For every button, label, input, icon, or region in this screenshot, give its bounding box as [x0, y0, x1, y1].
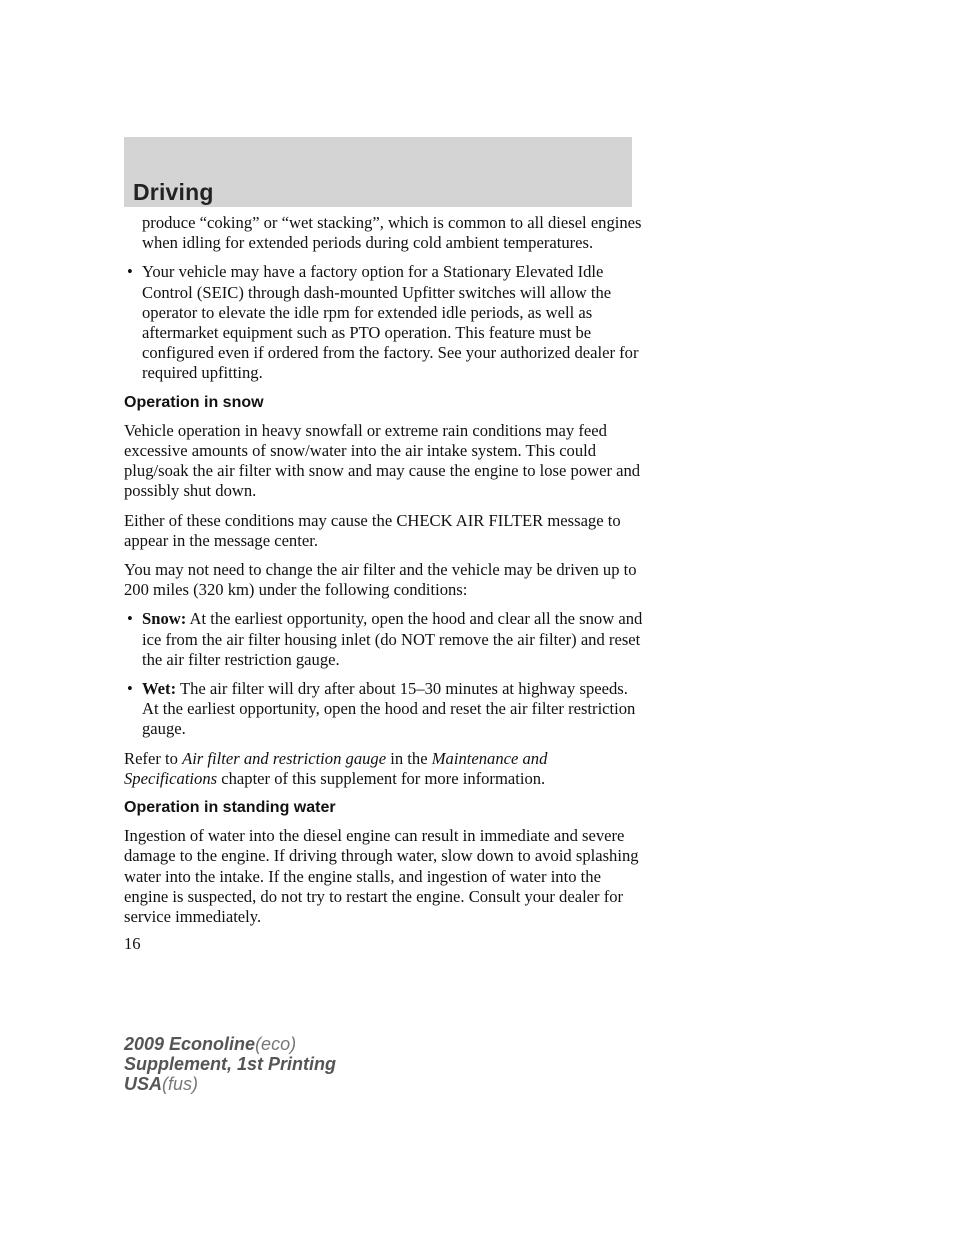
- page-content: [124, 213, 644, 936]
- water-paragraph: Ingestion of water into the diesel engine can result in immediate and severe damage to the engine. If driving through water, slow down to avoid splashing water into the intake. If the engine stalls, and ingestion of water into the engine is suspected, do not try to restart the engine. Consult your dealer for service immediately.: [124, 826, 639, 927]
- bullet-icon: •: [127, 262, 133, 282]
- snow-paragraph-1: Vehicle operation in heavy snowfall or extreme rain conditions may feed excessive amounts of snow/water into the air intake system. This could plug/soak the air filter with snow and may cause the engine to lose power and possibly shut down.: [124, 420, 641, 501]
- snow-paragraph-2: Either of these conditions may cause the CHECK AIR FILTER message to appear in the message center.: [124, 510, 621, 550]
- section-title: Driving: [133, 179, 214, 205]
- refer-prefix: Refer to: [124, 748, 183, 768]
- refer-mid: in the: [386, 748, 432, 768]
- bullet-snow: [124, 609, 644, 670]
- bullet-icon: •: [127, 679, 133, 699]
- refer-paragraph: [124, 749, 644, 789]
- footer-line-3: [124, 1074, 336, 1094]
- bullet-seic-text: Your vehicle may have a factory option for a Stationary Elevated Idle Control (SEIC) through dash-mounted Upfitter switches will allow the operator to elevate the idle rpm for extended idle periods, as well as aftermarket equipment such as PTO operation. This feature must be configured even if ordered from the factory. See your authorized dealer for required upfitting.: [142, 262, 639, 383]
- refer-suffix: chapter of this supplement for more information.: [217, 768, 546, 788]
- bullet-snow-text: At the earliest opportunity, open the hood and clear all the snow and ice from the air filter housing inlet (do NOT remove the air filter) and reset the air filter restriction gauge.: [142, 609, 643, 669]
- bullet-seic: [124, 262, 644, 383]
- page-number: 16: [124, 934, 141, 953]
- bullet-wet: [124, 679, 644, 740]
- footer-market: USA: [124, 1074, 163, 1094]
- bullet-snow-term: Snow:: [142, 609, 187, 629]
- footer-line-2: Supplement, 1st Printing: [124, 1054, 337, 1074]
- snow-paragraph-3: You may not need to change the air filter and the vehicle may be driven up to 200 miles (320 km) under the following conditions:: [124, 560, 637, 600]
- bullet-icon: •: [127, 609, 133, 629]
- refer-chapter: Maintenance and Specifications: [124, 748, 548, 788]
- footer-market-code: (fus): [162, 1074, 199, 1094]
- section-header-band: [124, 137, 632, 207]
- bullet-wet-term: Wet:: [142, 679, 177, 699]
- heading-operation-in-snow: Operation in snow: [124, 393, 264, 411]
- footer-model: 2009 Econoline: [124, 1034, 256, 1054]
- heading-operation-in-standing-water: Operation in standing water: [124, 799, 336, 817]
- footer-line-1: [124, 1034, 336, 1054]
- refer-topic: Air filter and restriction gauge: [182, 748, 387, 768]
- footer-model-code: (eco): [255, 1034, 297, 1054]
- continuation-paragraph: produce “coking” or “wet stacking”, which is common to all diesel engines when idling for extended periods during cold ambient temperatures.: [142, 213, 642, 253]
- bullet-wet-text: The air filter will dry after about 15–30 minutes at highway speeds. At the earliest opportunity, open the hood and reset the air filter restriction gauge.: [142, 679, 636, 739]
- print-footer: [124, 1034, 336, 1094]
